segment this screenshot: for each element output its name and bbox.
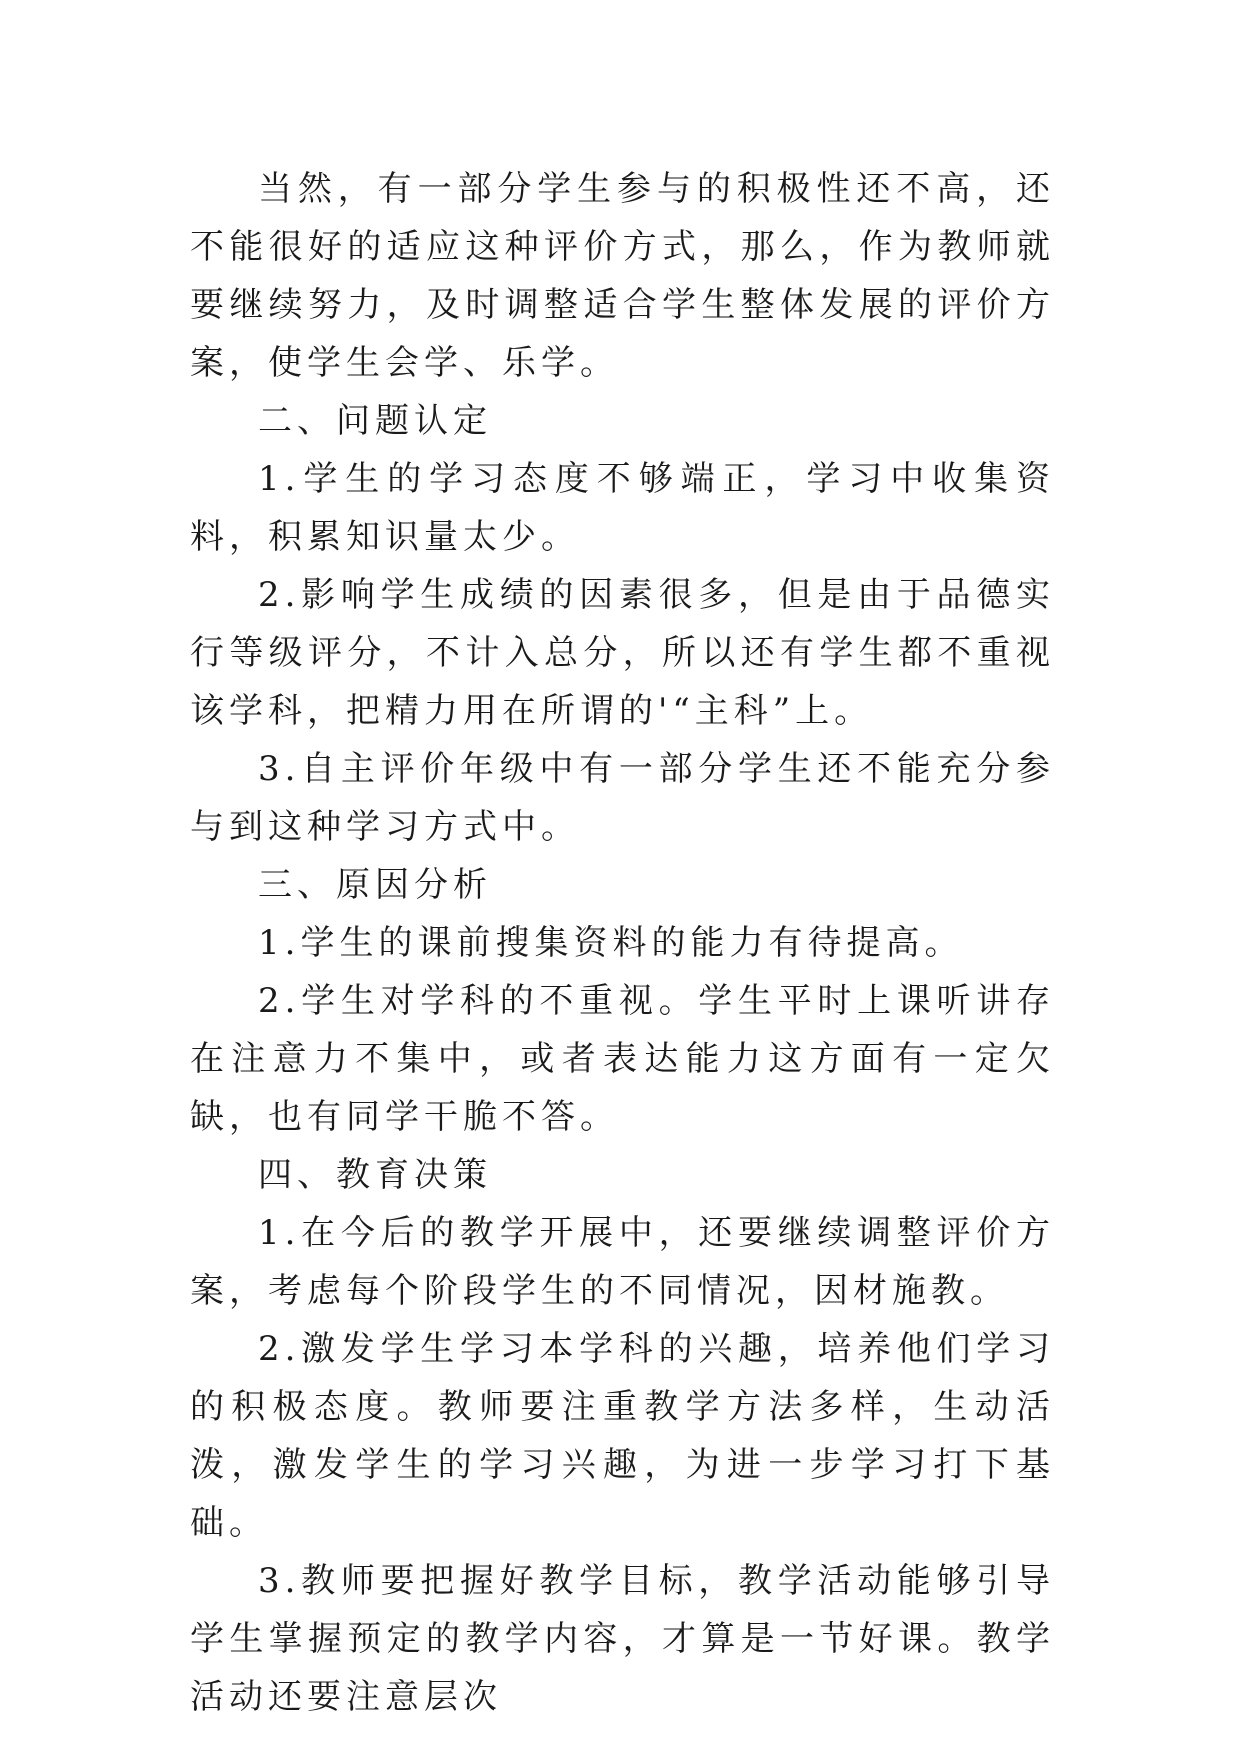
- section-heading: 三、原因分析: [258, 865, 492, 905]
- paragraph: 1.在今后的教学开展中，还要继续调整评价方案，考虑每个阶段学生的不同情况，因材施教。: [190, 1213, 1055, 1311]
- paragraph: 3.教师要把握好教学目标，教学活动能够引导学生掌握预定的教学内容，才算是一节好课。教学活动还要注意层次: [190, 1561, 1055, 1717]
- paragraph: 1.学生的课前搜集资料的能力有待提高。: [258, 923, 964, 963]
- section-heading: 四、教育决策: [258, 1155, 492, 1195]
- section-heading: 二、问题认定: [258, 401, 492, 441]
- paragraph: 2.激发学生学习本学科的兴趣，培养他们学习的积极态度。教师要注重教学方法多样，生动活泼，激发学生的学习兴趣，为进一步学习打下基础。: [190, 1329, 1055, 1543]
- paragraph: 当然，有一部分学生参与的积极性还不高，还不能很好的适应这种评价方式，那么，作为教师就要继续努力，及时调整适合学生整体发展的评价方案，使学生会学、乐学。: [190, 169, 1055, 383]
- paragraph: 2.影响学生成绩的因素很多，但是由于品德实行等级评分，不计入总分，所以还有学生都不重视该学科，把精力用在所谓的'“主科”上。: [190, 575, 1055, 731]
- paragraph: 1.学生的学习态度不够端正，学习中收集资料，积累知识量太少。: [190, 459, 1055, 557]
- paragraph: 3.自主评价年级中有一部分学生还不能充分参与到这种学习方式中。: [190, 749, 1055, 847]
- paragraph: 2.学生对学科的不重视。学生平时上课听讲存在注意力不集中，或者表达能力这方面有一定欠缺，也有同学干脆不答。: [190, 981, 1055, 1137]
- document-body: [190, 160, 1055, 1726]
